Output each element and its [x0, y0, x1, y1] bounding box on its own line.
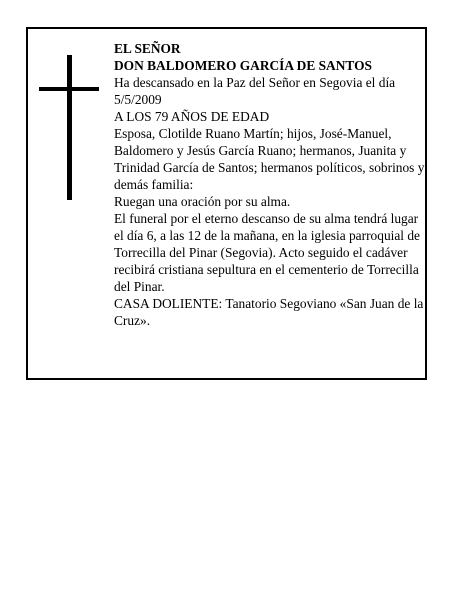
title-line-1: EL SEÑOR [114, 41, 181, 56]
family-list: Esposa, Clotilde Ruano Martín; hijos, José-Manuel, Baldomero y Jesús García Ruano; hermanos, Juanita y Trinidad García de Santos; hermanos políticos, sobrinos y demás familia: [114, 126, 425, 192]
obituary-text [114, 40, 426, 329]
cross-icon [39, 55, 99, 200]
obituary-notice [26, 27, 427, 380]
prayer-request: Ruegan una oración por su alma. [114, 194, 291, 209]
cross-horizontal-bar [39, 87, 99, 91]
mourning-house: CASA DOLIENTE: Tanatorio Segoviano «San Juan de la Cruz». [114, 296, 424, 328]
age-line: A LOS 79 AÑOS DE EDAD [114, 109, 270, 124]
deceased-name: DON BALDOMERO GARCÍA DE SANTOS [114, 58, 372, 73]
funeral-details: El funeral por el eterno descanso de su alma tendrá lugar el día 6, a las 12 de la mañana, en la iglesia parroquial de Torrecilla del Pinar (Segovia). Acto seguido el cadáver recibirá cristiana sepultura en el cementerio de Torrecilla del Pinar. [114, 211, 421, 294]
death-statement: Ha descansado en la Paz del Señor en Segovia el día 5/5/2009 [114, 75, 396, 107]
cross-vertical-bar [67, 55, 72, 200]
